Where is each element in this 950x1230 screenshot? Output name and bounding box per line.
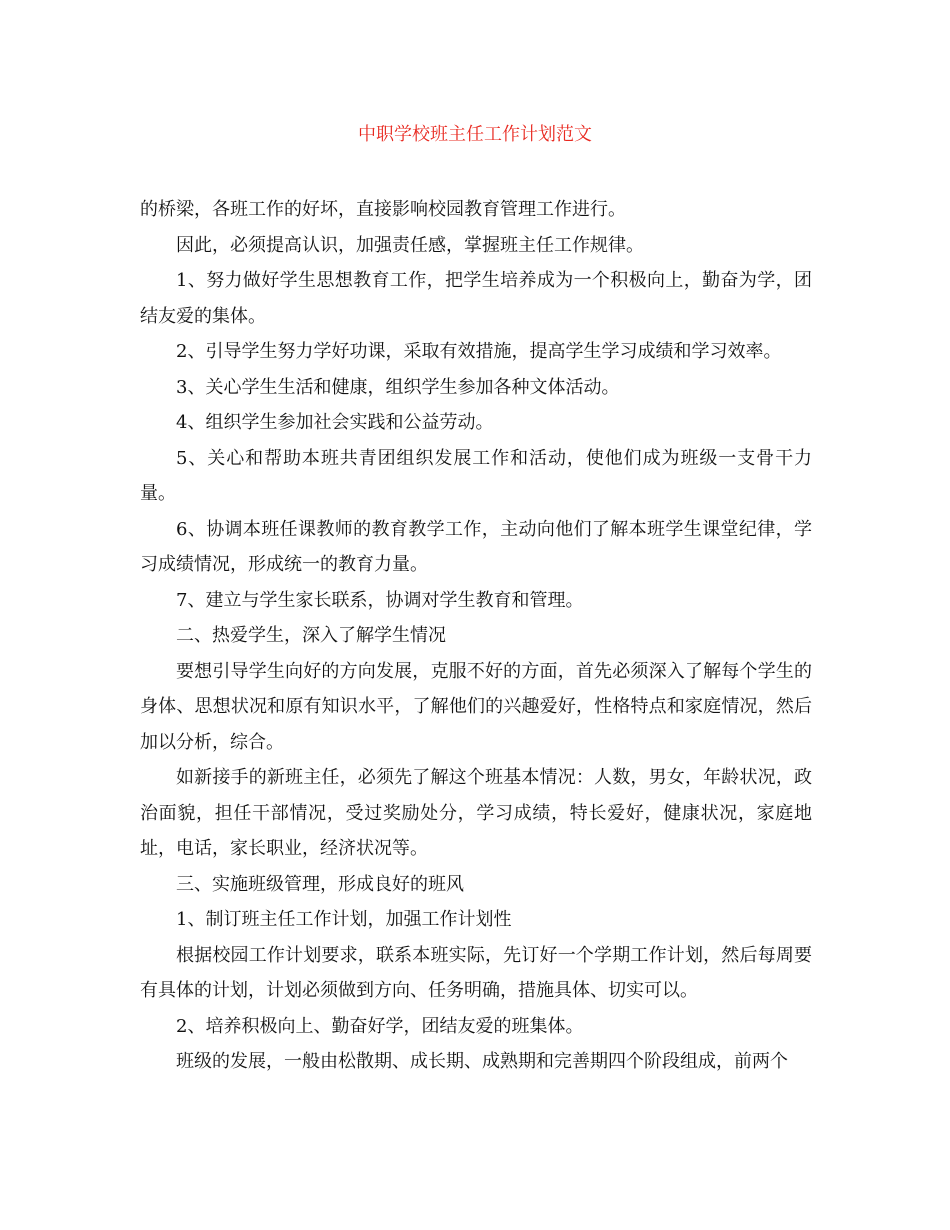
section-heading: 二、热爱学生，深入了解学生情况: [176, 625, 446, 646]
list-item: 6、协调本班任课教师的教育教学工作，主动向他们了解本班学生课堂纪律，学习成绩情况，形成统一的教育力量。: [140, 518, 812, 575]
paragraph: 根据校园工作计划要求，联系本班实际，先订好一个学期工作计划，然后每周要有具体的计划，计划必须做到方向、任务明确，措施具体、切实可以。: [140, 944, 812, 1001]
list-item: 7、建立与学生家长联系，协调对学生教育和管理。: [176, 589, 584, 611]
paragraph-continuation: 的桥梁，各班工作的好坏，直接影响校园教育管理工作进行。: [140, 199, 626, 220]
paragraph: 要想引导学生向好的方向发展，克服不好的方面，首先必须深入了解每个学生的身体、思想状况和原有知识水平，了解他们的兴趣爱好，性格特点和家庭情况，然后加以分析，综合。: [140, 660, 812, 753]
list-item: 1、努力做好学生思想教育工作，把学生培养成为一个积极向上，勤奋为学，团结友爱的集体。: [140, 270, 812, 327]
section-heading: 三、实施班级管理，形成良好的班风: [176, 873, 464, 895]
paragraph: 如新接手的新班主任，必须先了解这个班基本情况：人数，男女，年龄状况，政治面貌，担任干部情况，受过奖励处分，学习成绩，特长爱好，健康状况，家庭地址，电话，家长职业，经济状况等。: [140, 767, 812, 859]
paragraph: 班级的发展，一般由松散期、成长期、成熟期和完善期四个阶段组成，前两个: [176, 1051, 788, 1072]
list-item: 2、引导学生努力学好功课，采取有效措施，提高学生学习成绩和学习效率。: [176, 341, 782, 362]
subsection-heading: 1、制订班主任工作计划，加强工作计划性: [176, 909, 512, 930]
list-item: 3、关心学生生活和健康，组织学生参加各种文体活动。: [176, 376, 620, 398]
subsection-heading: 2、培养积极向上、勤奋好学，团结友爱的班集体。: [176, 1015, 584, 1037]
list-item: 5、关心和帮助本班共青团组织发展工作和活动，使他们成为班级一支骨干力量。: [140, 447, 812, 504]
list-item: 4、组织学生参加社会实践和公益劳动。: [176, 412, 494, 433]
paragraph: 因此，必须提高认识，加强责任感，掌握班主任工作规律。: [176, 234, 644, 256]
document-body: [140, 192, 812, 1080]
document-title: 中职学校班主任工作计划范文: [358, 124, 592, 145]
